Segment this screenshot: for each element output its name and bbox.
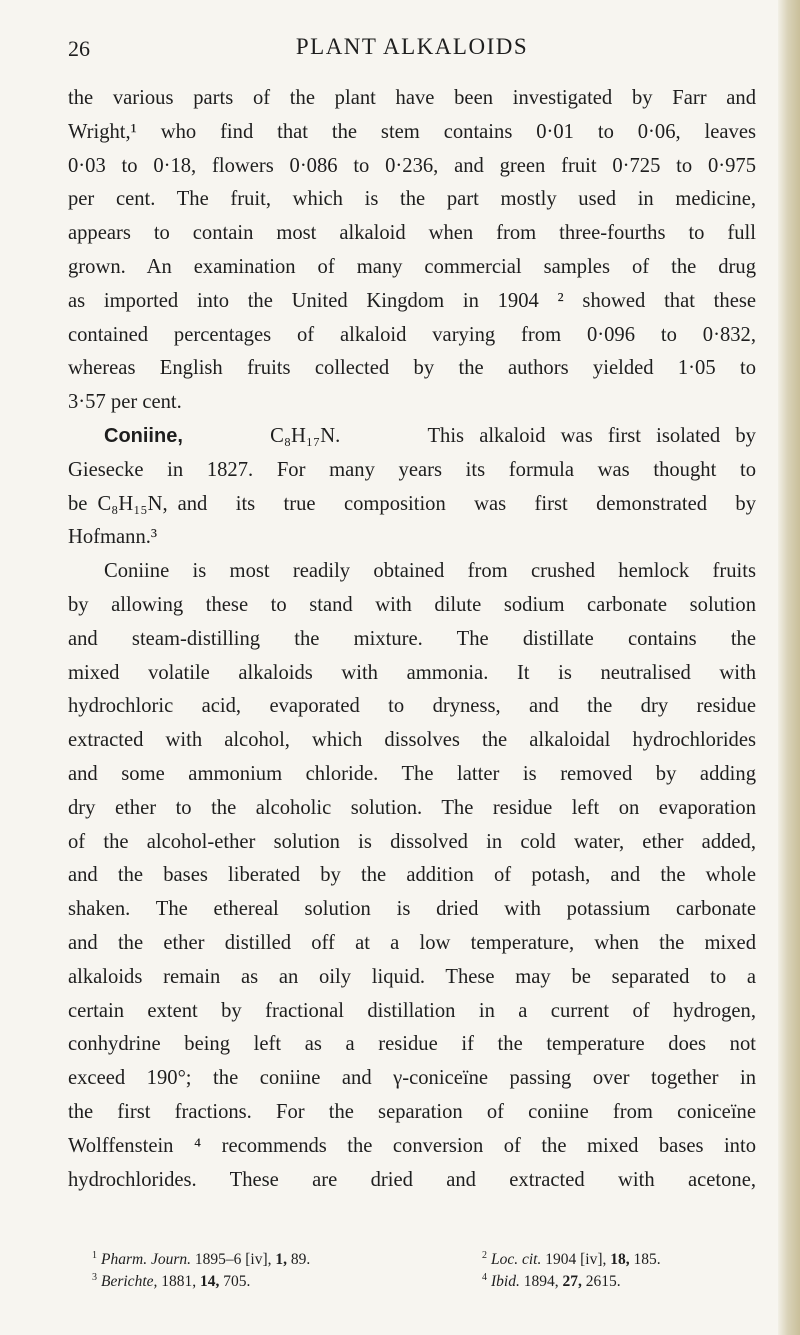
text-line: extracted with alcohol, which dissolves the alkaloidal hydrochlorides <box>68 729 756 752</box>
page-number: 26 <box>68 36 90 61</box>
formula-c8h15n: C₈H₁₅N, <box>97 492 168 515</box>
text-line: Giesecke in 1827. For many years its formula was thought to <box>68 458 756 481</box>
text-line: be C₈H₁₅N, and its true composition was first demonstrated by <box>68 488 756 522</box>
text-line: the various parts of the plant have been investigated by Farr and <box>68 87 756 109</box>
text-line: mixed volatile alkaloids with ammonia. It is neutralised with <box>68 661 756 684</box>
coniine-heading-line <box>68 420 756 454</box>
footnote-3: $^3$ Berichte, 1881, 14, 705. <box>92 1272 251 1290</box>
page-header <box>68 30 756 66</box>
coniine-formula: C₈H₁₇N. <box>270 424 341 447</box>
text-line: by allowing these to stand with dilute sodium carbonate solution <box>68 593 756 616</box>
running-head: PLANT ALKALOIDS <box>295 34 529 59</box>
text-line: shaken. The ethereal solution is dried with potassium carbonate <box>68 898 756 921</box>
text-line: Hofmann.³ <box>68 526 158 549</box>
footnote-row <box>68 1267 756 1289</box>
text-line: as imported into the United Kingdom in 1904 ² showed that these <box>68 289 756 312</box>
text-line: and some ammonium chloride. The latter is removed by adding <box>68 762 756 785</box>
text-line: whereas English fruits collected by the authors yielded 1·05 to <box>68 357 756 380</box>
footnote-4: $^4$ Ibid. 1894, 27, 2615. <box>482 1272 621 1290</box>
coniine-line1-rest: This alkaloid was first isolated by <box>427 424 756 447</box>
text-line: hydrochlorides. These are dried and extracted with acetone, <box>68 1168 756 1191</box>
text-line: certain extent by fractional distillation in a current of hydrogen, <box>68 999 756 1022</box>
footnote-row <box>68 1245 756 1267</box>
text-line: per cent. The fruit, which is the part mostly used in medicine, <box>68 188 756 211</box>
footnotes <box>68 1245 756 1289</box>
text-line: of the alcohol-ether solution is dissolved in cold water, ether added, <box>68 830 756 853</box>
text-line: hydrochloric acid, evaporated to dryness, and the dry residue <box>68 695 756 718</box>
body-text <box>68 82 756 1197</box>
text-line: 0·03 to 0·18, flowers 0·086 to 0·236, and green fruit 0·725 to 0·975 <box>68 154 756 177</box>
text-line: exceed 190°; the coniine and γ-coniceïne passing over together in <box>68 1067 756 1090</box>
text-line: and the ether distilled off at a low temperature, when the mixed <box>68 931 756 954</box>
page-edge-shadow <box>778 0 800 1335</box>
text-line: grown. An examination of many commercial samples of the drug <box>68 255 756 278</box>
footnote-1: $^1$ Pharm. Journ. 1895–6 [iv], 1, 89. <box>92 1250 311 1268</box>
text-line: Wright,¹ who find that the stem contains 0·01 to 0·06, leaves <box>68 120 756 143</box>
text-line: contained percentages of alkaloid varying from 0·096 to 0·832, <box>68 323 756 346</box>
coniine-heading: Coniine, <box>104 424 183 447</box>
text-line: and the bases liberated by the addition of potash, and the whole <box>68 864 756 887</box>
footnote-2: $^2$ Loc. cit. 1904 [iv], 18, 185. <box>482 1250 661 1268</box>
text-line: Wolffenstein ⁴ recommends the conversion of the mixed bases into <box>68 1134 756 1157</box>
text-line: appears to contain most alkaloid when from three-fourths to full <box>68 222 756 245</box>
text-line: dry ether to the alcoholic solution. The residue left on evaporation <box>68 796 756 819</box>
text-line: the first fractions. For the separation of coniine from coniceïne <box>68 1100 756 1123</box>
text-line: 3·57 per cent. <box>68 391 182 414</box>
text-line: Coniine is most readily obtained from crushed hemlock fruits <box>104 560 756 583</box>
text-line: alkaloids remain as an oily liquid. These may be separated to a <box>68 965 756 988</box>
text-line: conhydrine being left as a residue if the temperature does not <box>68 1033 756 1056</box>
text-line: and steam-distilling the mixture. The distillate contains the <box>68 627 756 650</box>
